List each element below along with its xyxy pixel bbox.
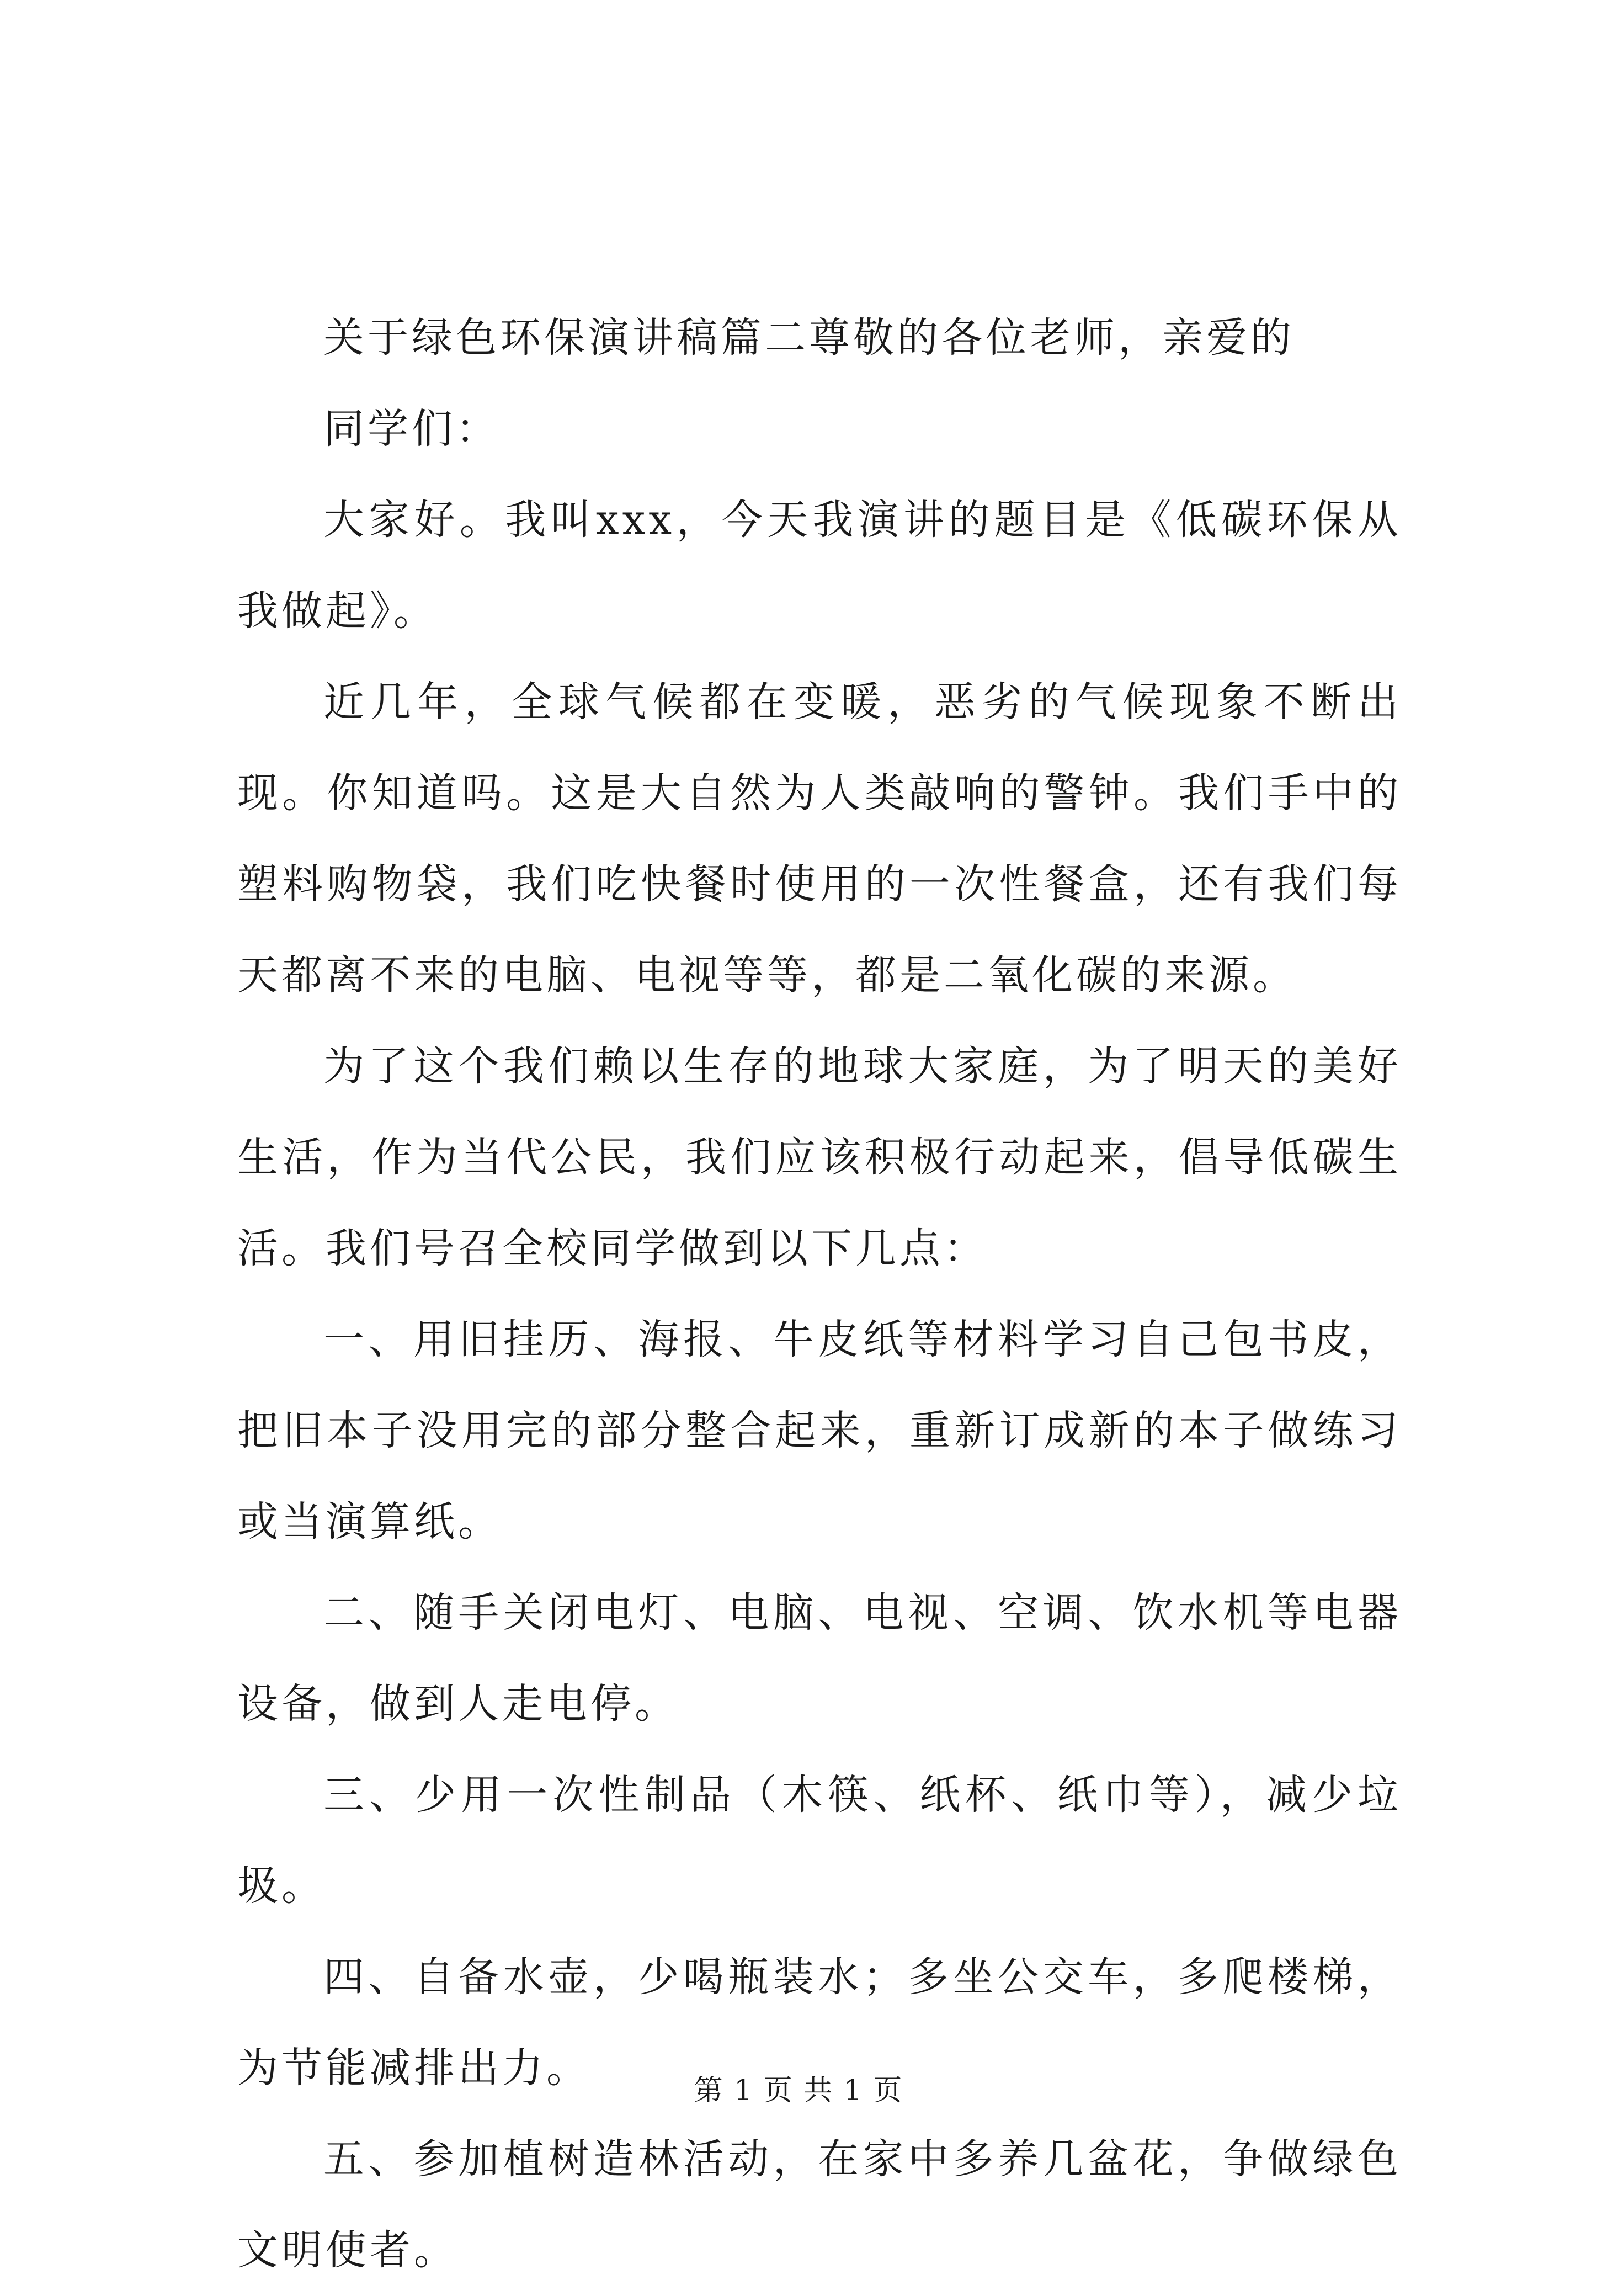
paragraph-salutation: 同学们：	[323, 405, 500, 453]
paragraph-title-line: 关于绿色环保演讲稿篇二尊敬的各位老师，亲爱的	[323, 314, 1295, 362]
paragraph-call-to-action: 为了这个我们赖以生存的地球大家庭，为了明天的美好生活，作为当代公民，我们应该积极行动起来，倡导低碳生活。我们号召全校同学做到以下几点：	[237, 1043, 1402, 1272]
page-footer: 第 1 页 共 1 页	[694, 2074, 903, 2107]
paragraph-point-5: 五、参加植树造林活动，在家中多养几盆花，争做绿色文明使者。	[237, 2135, 1402, 2274]
paragraph-climate: 近几年，全球气候都在变暖，恶劣的气候现象不断出现。你知道吗。这是大自然为人类敲响的警钟。我们手中的塑料购物袋，我们吃快餐时使用的一次性餐盒，还有我们每天都离不来的电脑、电视等等，都是二氧化碳的来源。	[237, 678, 1402, 999]
paragraph-point-3: 三、少用一次性制品（木筷、纸杯、纸巾等），减少垃圾。	[237, 1771, 1402, 1910]
paragraph-point-2: 二、随手关闭电灯、电脑、电视、空调、饮水机等电器设备，做到人走电停。	[237, 1589, 1402, 1728]
paragraph-greeting: 大家好。我叫xxx，今天我演讲的题目是《低碳环保从我做起》。	[237, 496, 1402, 635]
paragraph-point-1: 一、用旧挂历、海报、牛皮纸等材料学习自己包书皮，把旧本子没用完的部分整合起来，重新订成新的本子做练习或当演算纸。	[237, 1316, 1402, 1545]
paragraph-point-4: 四、自备水壶，少喝瓶装水；多坐公交车，多爬楼梯，为节能减排出力。	[237, 1953, 1402, 2092]
document-body	[237, 293, 1402, 2296]
